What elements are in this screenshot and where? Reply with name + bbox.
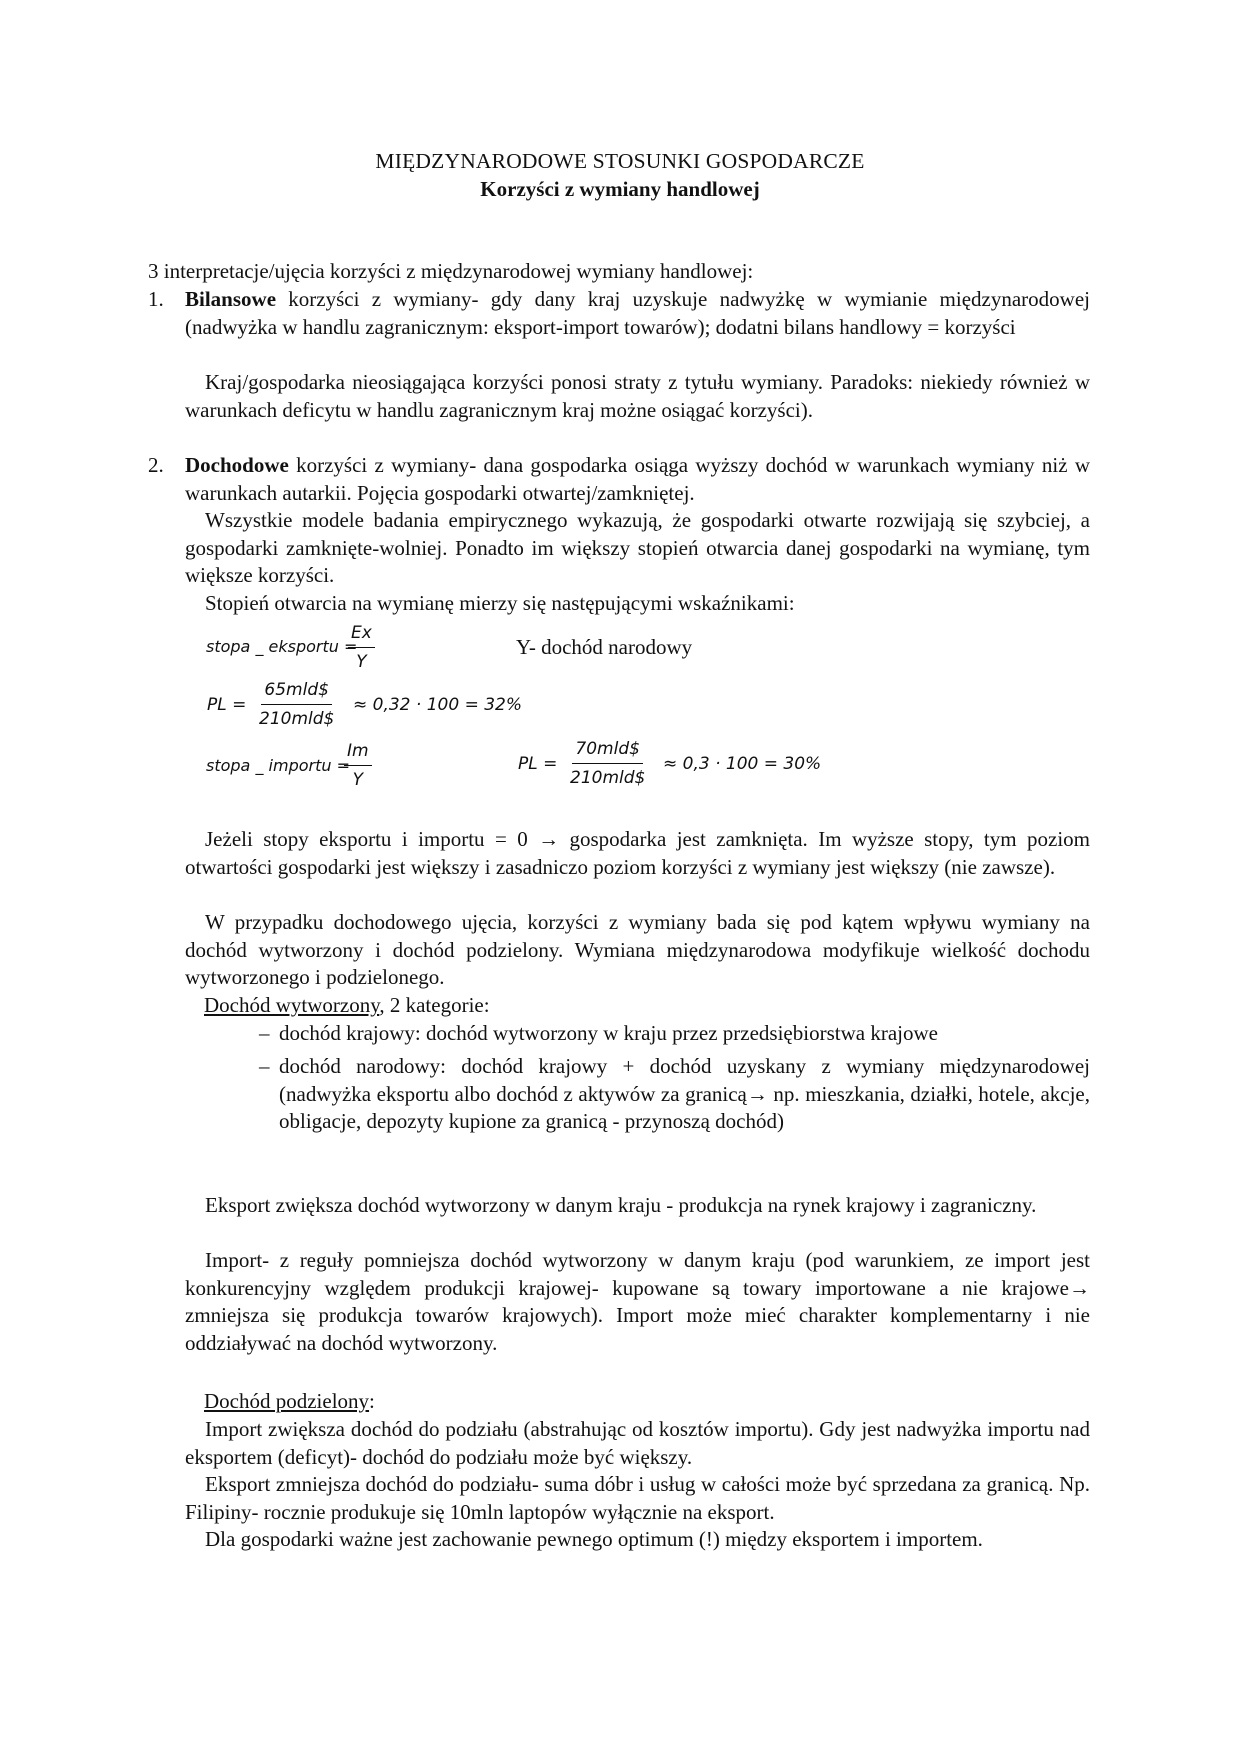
item-1-term: Bilansowe [185,287,277,311]
produced-income-rest: , 2 kategorie: [379,993,490,1017]
paragraph-import-distributed: Import zwiększa dochód do podziału (abstrahując od kosztów importu). Gdy jest nadwyżka importu nad eksportem (deficyt)- dochód do podziału może być większy. [185,1417,1090,1469]
import-rate-fraction [344,737,372,794]
produced-income-heading [204,992,1090,1020]
export-rate-label: stopa _ eksportu = [206,637,358,656]
pl1-denominator: 210mld$ [259,709,335,729]
import-rate-label: stopa _ importu = [206,756,350,775]
paragraph-optimum: Dla gospodarki ważne jest zachowanie pewnego optimum (!) między eksportem i importem. [205,1527,983,1551]
bullet-item-1: dochód krajowy: dochód wytworzony w kraju przez przedsiębiorstwa krajowe [279,1021,938,1045]
item-2-paragraph [185,452,1090,507]
list-number-1: 1. [148,287,164,311]
pl2-fraction [570,735,645,792]
pl1-result: ≈ 0,32 · 100 = 32% [353,695,522,715]
item-1-paragraph [185,286,1090,341]
export-rate-fraction [348,619,375,676]
bullet-item-2: dochód narodowy: dochód krajowy + dochód uzyskany z wymiany międzynarodowej (nadwyżka eksportu albo dochód z aktywów za granicą→ np. mieszkania, działki, hotele, akcje, obligacje, depozyty kupione za granicą - przynoszą dochód) [279,1054,1090,1133]
distributed-income-heading [204,1388,1090,1416]
pl1-fraction [259,676,334,733]
y-note: Y- dochód narodowy [516,635,693,659]
export-denominator: Y [356,652,367,672]
item-2-term: Dochodowe [185,453,289,477]
item-2-text: korzyści z wymiany- dana gospodarka osiąga wyższy dochód w warunkach wymiany niż w warunkach autarkii. Pojęcia gospodarki otwartej/zamkniętej. [185,453,1090,505]
document-subtitle: Korzyści z wymiany handlowej [480,177,760,201]
paragraph-closed-economy: Jeżeli stopy eksportu i importu = 0 → gospodarka jest zamknięta. Im wyższe stopy, tym poziom otwartości gospodarki jest większy i zasadniczo poziom korzyści z wymiany jest większy (nie zawsze). [185,827,1090,879]
pl2-numerator: 70mld$ [572,735,643,764]
paragraph-export-distributed: Eksport zmniejsza dochód do podziału- suma dóbr i usług w całości może być sprzedana za granicą. Np. Filipiny- rocznie produkuje się 10mln laptopów wyłącznie na eksport. [185,1472,1090,1524]
distributed-income-title: Dochód podzielony [204,1389,370,1413]
pl2-label: PL = [518,754,558,774]
item-1-text: korzyści z wymiany- gdy dany kraj uzyskuje nadwyżkę w wymianie międzynarodowej (nadwyżka w handlu zagranicznym: eksport-import towarów); dodatni bilans handlowy = korzyści [185,287,1090,339]
list-number-2: 2. [148,453,164,477]
pl2-denominator: 210mld$ [570,768,646,788]
pl1-label: PL = [207,695,247,715]
distributed-income-rest: : [369,1389,375,1413]
produced-income-title: Dochód wytworzony [204,993,380,1017]
paragraph-export: Eksport zwiększa dochód wytworzony w danym kraju - produkcja na rynek krajowy i zagraniczny. [205,1193,1037,1217]
import-numerator: Im [344,737,372,766]
item-2-p1: Wszystkie modele badania empirycznego wykazują, że gospodarki otwarte rozwijają się szybciej, a gospodarki zamknięte-wolniej. Ponadto im większy stopień otwarcia danej gospodarki na wymianę, tym większe korzyści. [185,508,1090,587]
document-title: MIĘDZYNARODOWE STOSUNKI GOSPODARCZE [375,149,865,173]
export-numerator: Ex [348,619,375,648]
paragraph-income-approach: W przypadku dochodowego ujęcia, korzyści z wymiany bada się pod kątem wpływu wymiany na dochód wytworzony i dochód podzielony. Wymiana międzynarodowa modyfikuje wielkość dochodu wytworzonego i podzielonego. [185,910,1090,989]
paragraph-import: Import- z reguły pomniejsza dochód wytworzony w danym kraju (pod warunkiem, ze import jest konkurencyjny względem produkcji krajowej- kupowane są towary importowane a nie krajowe→ zmniejsza się produkcja towarów krajowych). Import może mieć charakter komplementarny i nie oddziaływać na dochód wytworzony. [185,1248,1090,1355]
intro-paragraph: 3 interpretacje/ujęcia korzyści z międzynarodowej wymiany handlowej: [148,259,754,283]
bullet-marker-2: – [259,1054,270,1078]
import-denominator: Y [352,770,363,790]
bullet-marker-1: – [259,1021,270,1045]
pl2-result: ≈ 0,3 · 100 = 30% [663,754,822,774]
item-2-p2: Stopień otwarcia na wymianę mierzy się następującymi wskaźnikami: [205,591,795,615]
pl1-numerator: 65mld$ [261,676,332,705]
item-1-note: Kraj/gospodarka nieosiągająca korzyści ponosi straty z tytułu wymiany. Paradoks: niekiedy również w warunkach deficytu w handlu zagranicznym kraj możne osiągać korzyści). [185,370,1090,422]
